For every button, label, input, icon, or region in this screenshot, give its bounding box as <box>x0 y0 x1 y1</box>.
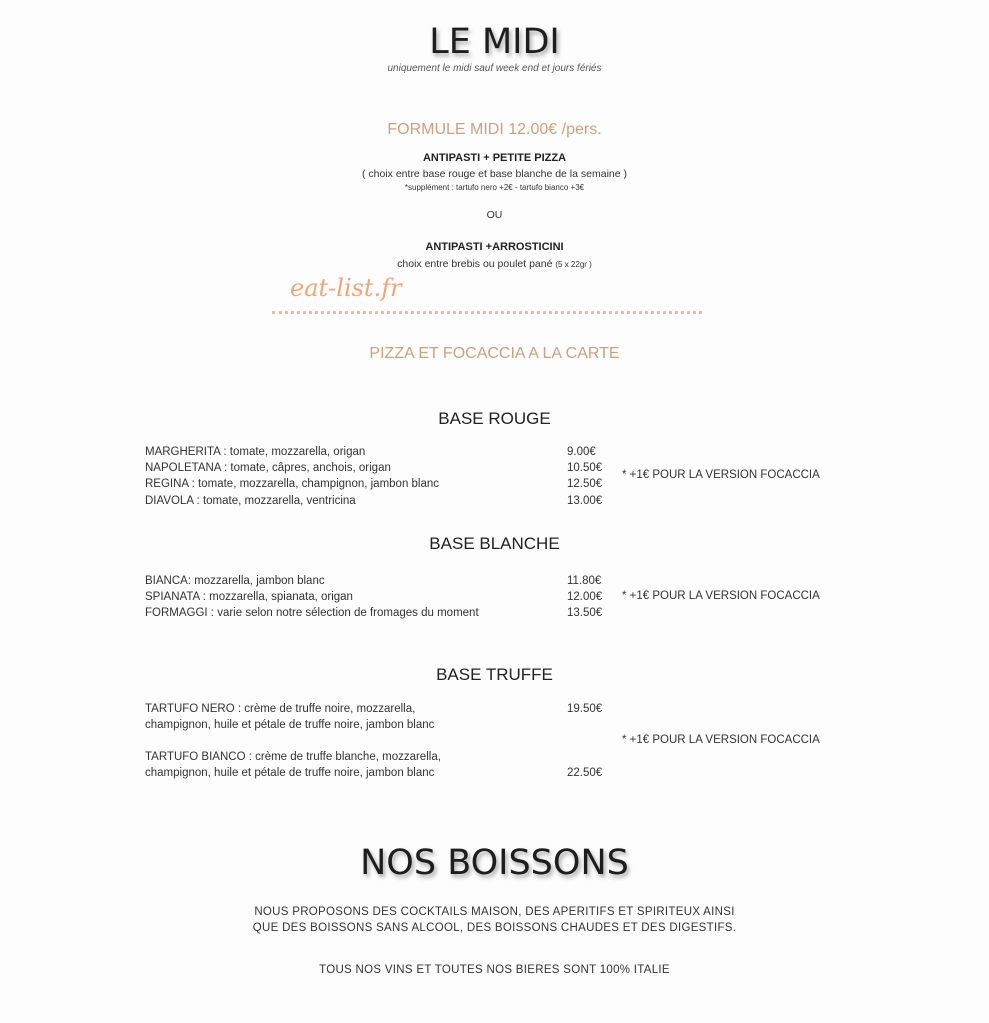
option1-desc: ( choix entre base rouge et base blanche de la semaine ) <box>362 168 627 180</box>
boissons-line-1: NOUS PROPOSONS DES COCKTAILS MAISON, DES APERITIFS ET SPIRITEUX AINSI <box>254 906 735 918</box>
option2-desc <box>0 258 989 270</box>
menu-item: BIANCA: mozzarella, jambon blanc <box>145 575 325 587</box>
option2-desc-portion: (5 x 22gr ) <box>555 260 592 269</box>
menu-item-price: 12.50€ <box>567 478 603 490</box>
menu-item-price: 9.00€ <box>567 446 596 458</box>
menu-item-line: TARTUFO NERO : crème de truffe noire, mozzarella, <box>145 703 416 715</box>
focaccia-note-rouge: * +1€ POUR LA VERSION FOCACCIA <box>622 469 820 481</box>
menu-item: NAPOLETANA : tomate, câpres, anchois, origan <box>145 462 391 474</box>
boissons-line-2: QUE DES BOISSONS SANS ALCOOL, DES BOISSONS CHAUDES ET DES DIGESTIFS. <box>252 922 737 934</box>
menu-item-price: 10.50€ <box>567 462 603 474</box>
option2-desc-text: choix entre brebis ou poulet pané <box>397 258 553 270</box>
option2-title: ANTIPASTI +ARROSTICINI <box>425 241 564 253</box>
menu-item: MARGHERITA : tomate, mozzarella, origan <box>145 446 366 458</box>
option1-supplement: *supplément : tartufo nero +2€ - tartufo bianco +3€ <box>404 183 585 192</box>
section-title-blanche: BASE BLANCHE <box>429 534 560 553</box>
section-title-rouge: BASE ROUGE <box>438 409 551 428</box>
or-separator: OU <box>486 209 503 221</box>
menu-item-price: 13.00€ <box>567 495 603 507</box>
menu-item: REGINA : tomate, mozzarella, champignon, jambon blanc <box>145 478 440 490</box>
dotted-divider <box>272 311 702 314</box>
carte-title: PIZZA ET FOCACCIA A LA CARTE <box>369 345 620 362</box>
focaccia-note-blanche: * +1€ POUR LA VERSION FOCACCIA <box>622 590 820 602</box>
midi-title: LE MIDI <box>429 22 560 62</box>
watermark-text: eat-list.fr <box>290 274 402 302</box>
boissons-line-3: TOUS NOS VINS ET TOUTES NOS BIERES SONT 100% ITALIE <box>319 964 670 976</box>
focaccia-note-truffe: * +1€ POUR LA VERSION FOCACCIA <box>622 734 820 746</box>
menu-item-price: 22.50€ <box>567 767 603 779</box>
menu-item-price: 19.50€ <box>567 703 603 715</box>
section-title-truffe: BASE TRUFFE <box>436 665 553 684</box>
menu-item-line: champignon, huile et pétale de truffe noire, jambon blanc <box>145 767 435 779</box>
menu-item: DIAVOLA : tomate, mozzarella, ventricina <box>145 495 356 507</box>
menu-item-price: 13.50€ <box>567 607 603 619</box>
option1-title: ANTIPASTI + PETITE PIZZA <box>422 152 567 164</box>
menu-item-price: 11.80€ <box>567 575 602 587</box>
menu-item-line: champignon, huile et pétale de truffe noire, jambon blanc <box>145 719 435 731</box>
menu-item: SPIANATA : mozzarella, spianata, origan <box>145 591 353 603</box>
menu-item-line: TARTUFO BIANCO : crème de truffe blanche, mozzarella, <box>145 751 441 763</box>
menu-item: FORMAGGI : varie selon notre sélection de fromages du moment <box>145 607 479 619</box>
midi-subtitle: uniquement le midi sauf week end et jours fériés <box>387 63 602 74</box>
boissons-title: NOS BOISSONS <box>360 843 629 883</box>
formule-title: FORMULE MIDI 12.00€ /pers. <box>387 121 602 138</box>
menu-item-price: 12.00€ <box>567 591 603 603</box>
